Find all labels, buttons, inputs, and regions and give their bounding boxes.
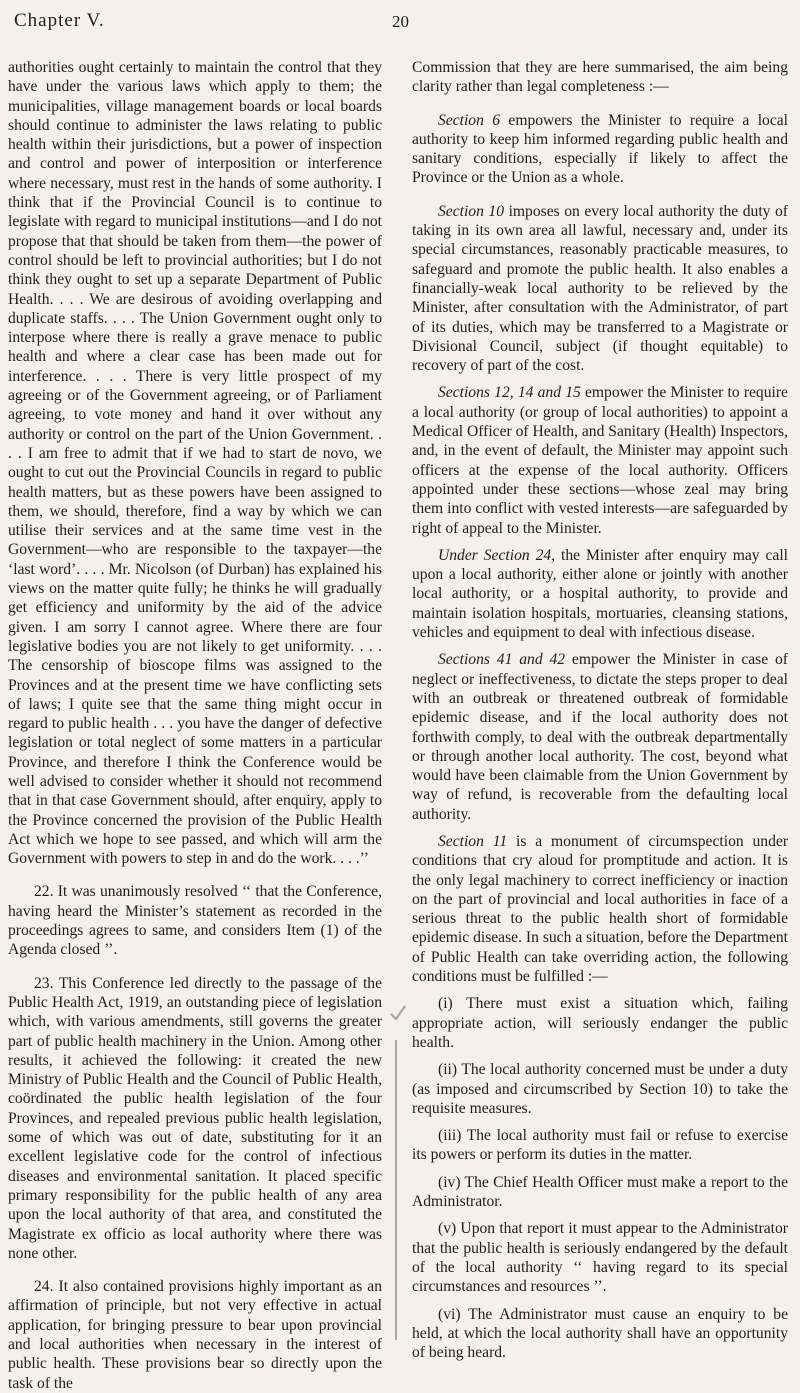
section-10-paragraph	[412, 202, 788, 376]
sections-12-14-15-label: Sections 12, 14 and 15	[438, 384, 581, 402]
section-6-paragraph	[412, 111, 788, 188]
section-24-text: , the Minister after enquiry may call upon a local authority, either alone or jointly with another local authority, or a hospital authority, to provide and maintain isolation hospitals, mortuaries, cleansing stations, vehicles and equipment to deal with infectious disease.	[412, 546, 788, 642]
section-10-label: Section 10	[438, 202, 505, 220]
sections-41-42-text: empower the Minister in case of neglect or ineffectiveness, to dictate the steps proper to deal with an outbreak or threatened outbreak of formidable epidemic disease, and if the local authority does not forthwith comply, to deal with the outbreak departmentally or through another local authority. The cost, beyond what would have been claimable from the Union Government by way of refund, is recoverable from the defaulting local authority.	[412, 651, 788, 823]
right-column	[412, 58, 788, 1362]
section-11-text: is a monument of circumspection under conditions that cry aloud for promptitude and action. It is the only legal machinery to correct inefficiency or inaction on the part of provincial and local authorities in face of a serious threat to the public health short of formidable epidemic disease. In such a situation, before the Department of Public Health can take overriding action, the following conditions must be fulfilled :—	[412, 832, 789, 986]
section-6-text: empowers the Minister to require a local authority to keep him informed regarding public health and sanitary conditions, especially if likely to affect the Province or the Union as a whole.	[412, 111, 788, 187]
summary-intro: Commission that they are here summarised, the aim being clarity rather than legal completeness :—	[412, 59, 788, 96]
sections-41-42-label: Sections 41 and 42	[438, 651, 566, 669]
section-6-label: Section 6	[438, 111, 501, 129]
section-24-label: Under Section 24	[438, 546, 552, 564]
paragraph-23: 23. This Conference led directly to the passage of the Public Health Act, 1919, an outstanding piece of legislation which, with various amendments, still governs the greater part of public health machinery in the Union. Among other results, it achieved the following: it created the new Ministry of Public Health and the Council of Public Health, coördinated the public health legislation of the four Provinces, and repealed previous public health legislation, some of which was out of date, substituting for it an excellent legislative code for the control of infectious diseases and environmental sanitation. It placed specific primary responsibility for the public health of any area upon the local authority of that area, and constituted the Magistrate ex officio as local authority where there was none other.	[8, 974, 382, 1262]
paragraph-24: 24. It also contained provisions highly important as an affirmation of principle, but not very effective in actual application, for bringing pressure to bear upon provincial and local authorities when necessary in the interest of public health. These provisions bear so directly upon the task of the	[8, 1278, 382, 1392]
condition-v: (v) Upon that report it must appear to the Administrator that the public health is seriously endangered by the default of the local authority ‘‘ having regard to its special circumstances and resources ’’.	[412, 1220, 788, 1296]
section-11-label: Section 11	[438, 832, 508, 850]
sections-41-42-paragraph	[412, 650, 788, 824]
section-24-paragraph	[412, 546, 788, 642]
left-column	[8, 58, 382, 1393]
paragraph-22: 22. It was unanimously resolved ‘‘ that the Conference, having heard the Minister’s statement as recorded in the proceedings agrees to same, and considers Item (1) of the Agenda closed ’’.	[8, 883, 382, 959]
section-11-paragraph	[412, 832, 788, 986]
margin-tick-mark	[388, 1002, 408, 1022]
sections-12-14-15-paragraph	[412, 383, 788, 537]
condition-iii: (iii) The local authority must fail or refuse to exercise its powers or perform its duties in the matter.	[412, 1127, 788, 1164]
condition-ii: (ii) The local authority concerned must be under a duty (as imposed and circumscribed by Section 10) to take the requisite measures.	[412, 1061, 788, 1117]
margin-pencil-line	[395, 1040, 397, 1340]
condition-vi: (vi) The Administrator must cause an enquiry to be held, at which the local authority shall have an opportunity of being heard.	[412, 1305, 788, 1362]
condition-iv: (iv) The Chief Health Officer must make a report to the Administrator.	[412, 1173, 788, 1211]
page-number: 20	[392, 12, 409, 31]
section-10-text: imposes on every local authority the duty of taking in its own area all lawful, necessary and, under its special circumstances, reasonably practicable measures, to safeguard and promote the public health. It also enables a financially-weak local authority to be relieved by the Minister, after consultation with the Administrator, of part of its duties, which may be transferred to a Magistrate or Divisional Council, subject (if thought equitable) to recovery of part of the cost.	[412, 202, 789, 375]
quote-paragraph: authorities ought certainly to maintain the control that they have under the various laws which apply to them; the municipalities, village management boards or local boards should continue to administer the laws relating to public health within their jurisdictions, but a power of inspection and control and power of interposition or interference where necessary, must rest in the hands of some authority. I think that if the Provincial Council is to continue to legislate with regard to municipal institutions—and I do not propose that that should be taken from them—the power of control should be left to provincial authorities; but I do not think they ought to set up a separate Department of Public Health. . . . We are desirous of avoiding overlapping and duplicate staffs. . . . The Union Government ought only to interpose where there is really a grave menace to public health and where a clear case has been made out for interference. . . . There is very little prospect of my agreeing or of the Government agreeing, or of Parliament agreeing, to vote money and hand it over without any authority or control on the part of the Union Government. . . . I am free to admit that if we had to start de novo, we ought to cut out the Provincial Councils in regard to public health matters, but as these powers have been assigned to them, we should, therefore, find a way by which we can utilise their services and at the same time vest in the Government—who are responsible to the taxpayer—the ‘last word’. . . . Mr. Nicolson (of Durban) has explained his views on the matter quite fully; he thinks he will gradually get efficiency and uniformity by the aid of the advice given. I am sorry I cannot agree. Where there are four legislative bodies you are not likely to get uniformity. . . . The censorship of bioscope films was assigned to the Provinces and at the present time we have conflicting sets of laws; I quite see that the same thing might occur in regard to public health . . . you have the danger of defective legislation or total neglect of some matters in a particular Province, and therefore I think the Conference would be well advised to consider whether it should not recommend that in that case Government should, after enquiry, apply to the Province concerned the provision of the Public Health Act which we hope to see passed, and which will arm the Government with powers to step in and do the work. . . .’’	[8, 59, 382, 868]
condition-i: (i) There must exist a situation which, failing appropriate action, will seriously endanger the public health.	[412, 995, 788, 1051]
running-head-chapter: Chapter V.	[14, 10, 105, 31]
sections-12-14-15-text: empower the Minister to require a local authority (or group of local authorities) to appoint a Medical Officer of Health, and Sanitary (Health) Inspectors, and, in the event of default, the Minister may appoint such officers at the expense of the local authority. Officers appointed under these sections—whose zeal may bring them into conflict with vested interests—are safeguarded by right of appeal to the Minister.	[412, 384, 788, 537]
